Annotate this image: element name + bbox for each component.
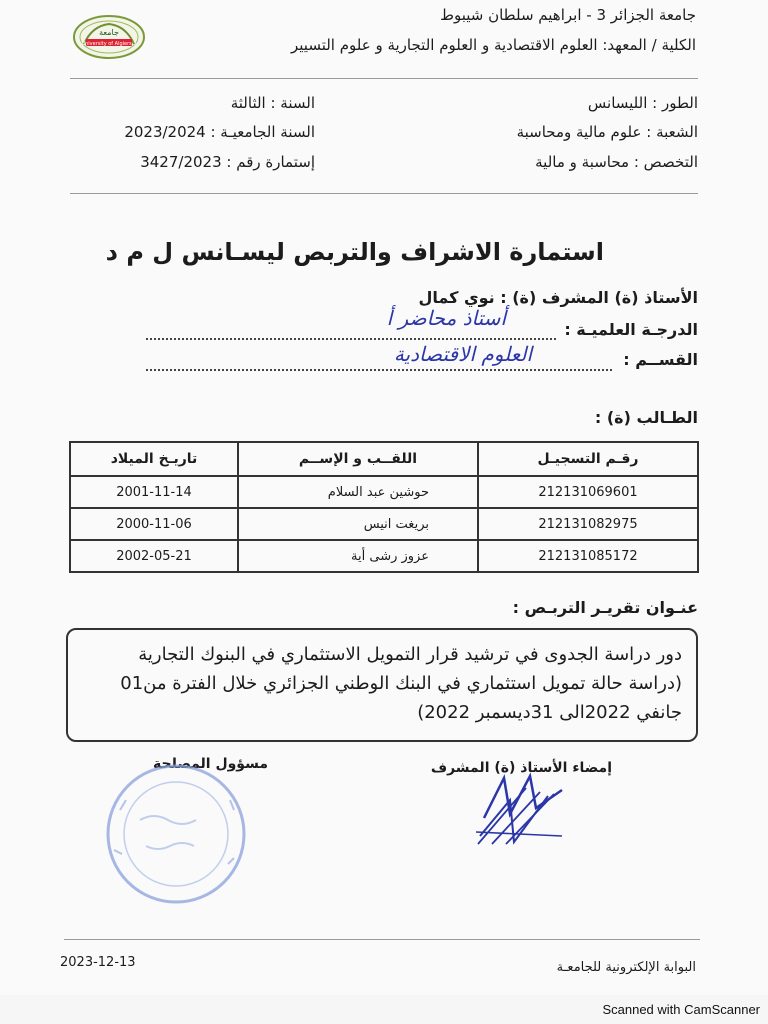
report-title-box xyxy=(66,628,698,742)
supervisor-signature-label: إمضاء الأستاذ (ة) المشرف xyxy=(430,760,612,776)
service-manager-label: مسؤول المصلحة xyxy=(153,756,268,772)
registration-number: 212131085172 xyxy=(478,540,698,572)
column-header: اللقــب و الإســم xyxy=(238,442,478,476)
footer-divider xyxy=(64,939,700,940)
column-header: رقـم التسجيـل xyxy=(478,442,698,476)
degree-label: الدرجـة العلميـة : xyxy=(564,320,698,339)
department-label: القســم : xyxy=(623,350,698,369)
supervisor-signature xyxy=(470,770,570,850)
official-stamp xyxy=(100,760,256,910)
university-portal: البوابة الإلكترونية للجامعـة xyxy=(556,960,696,975)
birth-date: 2000-11-06 xyxy=(70,508,238,540)
department-dotted-line xyxy=(146,369,612,371)
students-label: الطـالب (ة) : xyxy=(594,408,698,427)
degree-dotted-line xyxy=(146,338,556,340)
student-name: عزوز رشى أية xyxy=(238,540,478,572)
registration-number: 212131082975 xyxy=(478,508,698,540)
divider xyxy=(70,193,698,194)
department-handwritten: العلوم الاقتصادية xyxy=(393,342,532,366)
logo-text: University of Algiers 3 xyxy=(81,41,137,47)
table-row xyxy=(70,540,698,572)
level: الطور : الليسانس xyxy=(587,94,698,112)
birth-date: 2002-05-21 xyxy=(70,540,238,572)
camscanner-watermark: Scanned with CamScanner xyxy=(602,1002,760,1017)
table-header-row xyxy=(70,442,698,476)
report-title-label: عنـوان تقريـر التربـص : xyxy=(512,598,698,617)
table-row xyxy=(70,476,698,508)
study-year: السنة : الثالثة xyxy=(230,94,315,112)
branch: الشعبة : علوم مالية ومحاسبة xyxy=(516,123,698,141)
degree-handwritten: أستاذ محاضر أ xyxy=(386,306,506,330)
form-number: إستمارة رقم : 3427/2023 xyxy=(140,153,315,171)
birth-date: 2001-11-14 xyxy=(70,476,238,508)
faculty-name: الكلية / المعهد: العلوم الاقتصادية و العلوم التجارية و علوم التسيير xyxy=(290,36,696,54)
issue-date: 2023-12-13 xyxy=(60,955,136,970)
academic-year: السنة الجامعيـة : 2023/2024 xyxy=(124,123,315,141)
student-name: بريغت انيس xyxy=(238,508,478,540)
registration-number: 212131069601 xyxy=(478,476,698,508)
university-logo xyxy=(72,14,146,60)
specialty: التخصص : محاسبة و مالية xyxy=(535,153,698,171)
report-title-line: دور دراسة الجدوى في ترشيد قرار التمويل الاستثماري في البنوك التجارية xyxy=(138,644,682,665)
student-name: حوشين عبد السلام xyxy=(238,476,478,508)
university-name: جامعة الجزائر 3 - ابراهيم سلطان شيبوط xyxy=(440,6,696,24)
students-table xyxy=(69,441,699,573)
svg-text:جامعة: جامعة xyxy=(99,28,119,37)
supervisor-name: الأستاذ (ة) المشرف (ة) : نوي كمال xyxy=(418,288,698,307)
report-title-line: جانفي 2022الى 31ديسمبر 2022) xyxy=(417,702,682,723)
column-header: تاريـخ الميلاد xyxy=(70,442,238,476)
report-title-line: (دراسة حالة تمويل استثماري في البنك الوطني الجزائري خلال الفترة من01 xyxy=(120,673,682,694)
form-title: استمارة الاشراف والتربص ليسـانس ل م د xyxy=(105,238,604,266)
table-row xyxy=(70,508,698,540)
divider xyxy=(70,78,698,79)
